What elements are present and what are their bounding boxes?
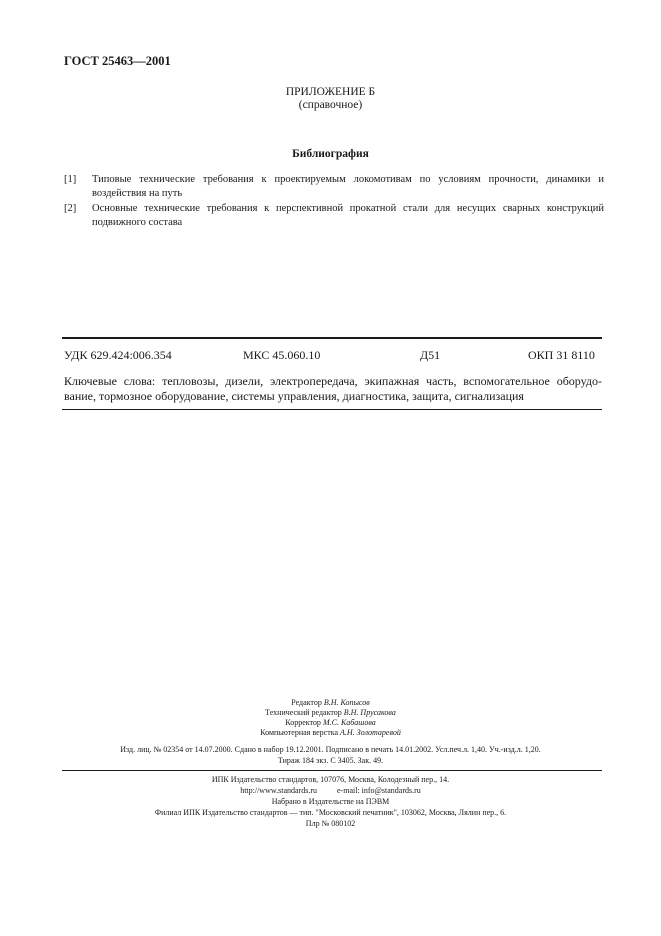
publisher-license: Плр № 080102 [305,819,356,828]
appendix-subtitle: (справочное) [298,99,363,111]
credit-corrector: Корректор М.С. Кабашова [285,718,376,727]
appendix-title: ПРИЛОЖЕНИЕ Б [285,86,376,98]
okp-code: ОКП 31 8110 [528,348,595,362]
publisher-url[interactable]: http://www.standards.ru [240,786,317,795]
bibliography-item-text: Типовые технические требования к проектируемым локомотивам по условиям прочности, динамики и воздействия на путь [92,174,604,199]
publisher-branch: Филиал ИПК Издательство стандартов — тип. "Московский печатник", 103062, Москва, Лялин пер., 6. [154,808,507,817]
bottom-divider [62,409,602,410]
credits-block [0,698,661,748]
keywords: Ключевые слова: тепловозы, дизели, электропередача, экипажная часть, вспомогательное оборудо-вание, тормозное оборудование, системы управления, диагностика, защита, сигнализация [64,374,602,403]
bibliography-item [64,173,604,201]
udk-code: УДК 629.424:006.354 [64,348,172,362]
document-code: ГОСТ 25463—2001 [64,54,171,68]
publisher-address: ИПК Издательство стандартов, 107076, Москва, Колодезный пер., 14. [211,775,450,784]
credit-layout: Компьютерная верстка А.Н. Золотаревой [260,728,401,737]
imprint-line-1: Изд. лиц. № 02354 от 14.07.2000. Сдано в набор 19.12.2001. Подписано в печать 14.01.2002. Усл.печ.л. 1,40. Уч.-изд.л. 1,20. [120,745,541,754]
bibliography-item-number: [2] [64,203,77,214]
top-divider [62,337,602,339]
imprint-line-2: Тираж 184 экз. С 3405. Зак. 49. [277,756,384,765]
credit-editor: Редактор В.Н. Копысов [291,698,370,707]
publisher-contacts [0,786,661,795]
bibliography-item-number: [1] [64,174,77,185]
publisher-divider [62,770,602,771]
bibliography-item-text: Основные технические требования к перспективной прокатной стали для несущих сварных конструкций подвижного состава [92,203,604,228]
d-code: Д51 [420,348,441,362]
publisher-typeset: Набрано в Издательстве на ПЭВМ [271,797,390,806]
publisher-email[interactable]: e-mail: info@standards.ru [337,786,421,795]
credit-tech-editor: Технический редактор В.Н. Прусакова [265,708,396,717]
bibliography-title: Библиография [292,148,369,160]
bibliography-item [64,202,604,230]
mks-code: МКС 45.060.10 [243,348,321,362]
